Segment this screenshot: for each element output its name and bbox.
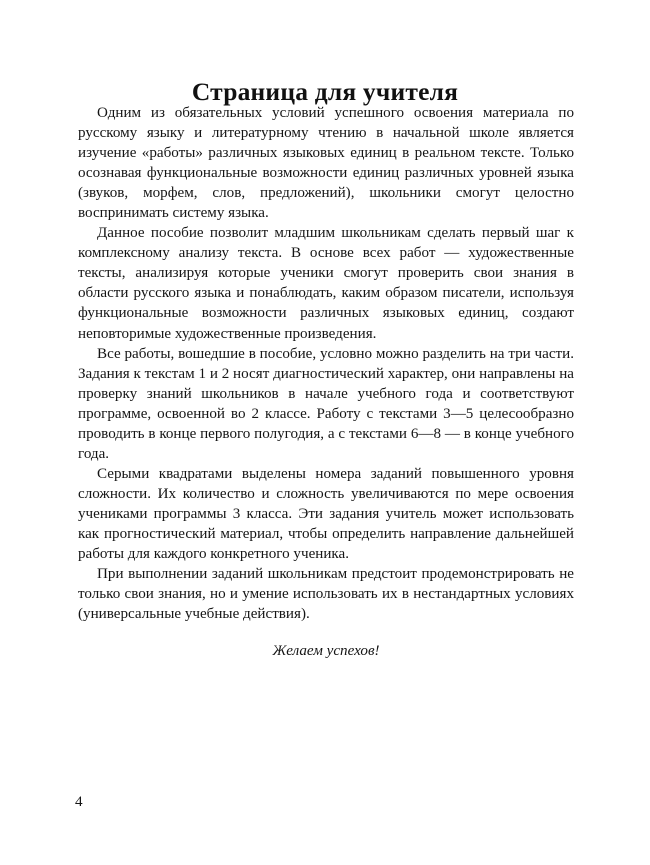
paragraph: При выполнении заданий школьникам предстоит продемонстрировать не только свои знания, но и умение использовать их в нестандартных условиях (универсальные учебные действия). — [78, 566, 574, 623]
page-title: Страница для учителя — [191, 77, 459, 107]
paragraph: Данное пособие позволит младшим школьникам сделать первый шаг к комплексному анализу текста. В основе всех работ — художественные тексты, анализируя которые ученики смогут проверить свои знания в области русского языка и понаблюдать, каким образом писатели, используя функциональные возможности различных языковых единиц, создают неповторимые художественные произведения. — [78, 225, 574, 342]
paragraph: Одним из обязательных условий успешного освоения материала по русскому языку и литературному чтению в начальной школе является изучение «работы» различных языковых единиц в реальном тексте. Только осознавая функциональные возможности единиц различных уровней языка (звуков, морфем, слов, предложений), школьники смогут целостно воспринимать систему языка. — [78, 105, 574, 222]
paragraph: Серыми квадратами выделены номера заданий повышенного уровня сложности. Их количество и сложность увеличиваются по мере освоения учениками программы 3 класса. Эти задания учитель может использовать как прогностический материал, чтобы определить направление дальнейшей работы для каждого конкретного ученика. — [78, 465, 574, 563]
page-number: 4 — [75, 793, 83, 810]
closing-line: Желаем успехов! — [272, 643, 380, 660]
body-text-block — [78, 103, 574, 661]
paragraph: Все работы, вошедшие в пособие, условно можно разделить на три части. Задания к текстам 1 и 2 носят диагностический характер, они направлены на проверку знаний школьников в начале учебного года и соответствуют программе, освоенной во 2 классе. Работу с текстами 3—5 целесообразно проводить в конце первого полугодия, а с текстами 6—8 — в конце учебного года. — [78, 345, 574, 462]
